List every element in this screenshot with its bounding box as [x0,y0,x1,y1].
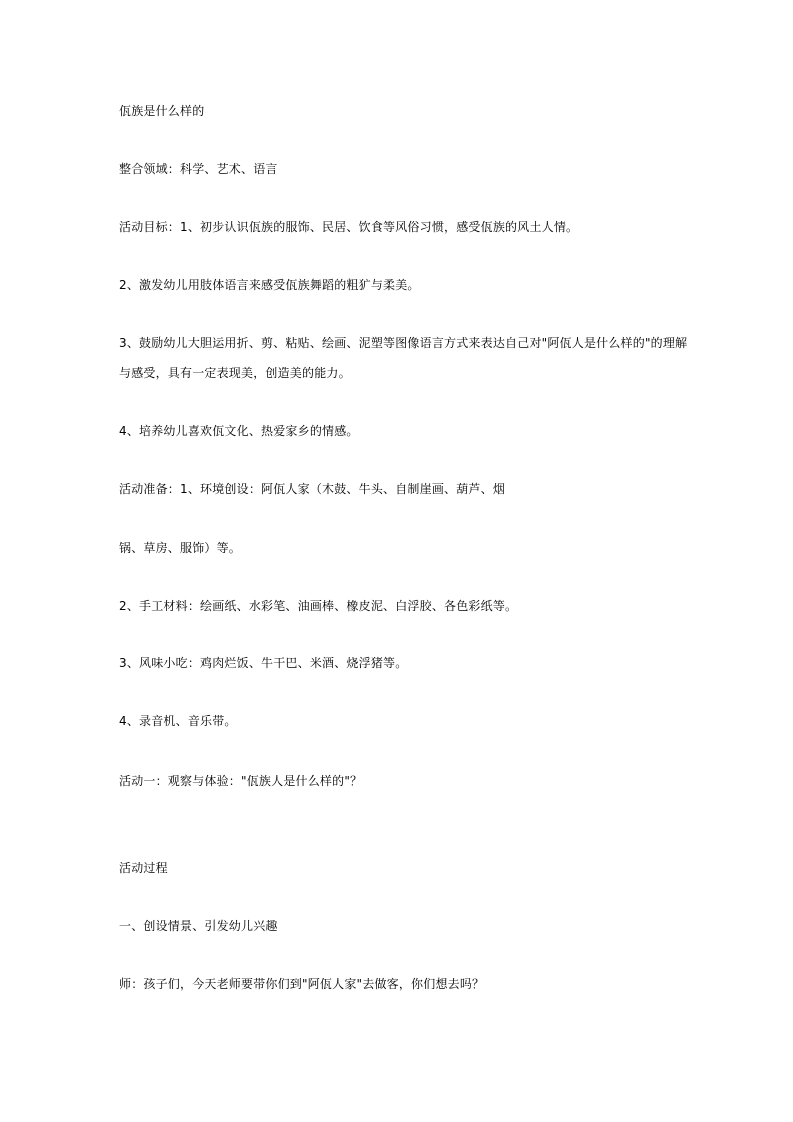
paragraph-prep-1: 活动准备：1、环境创设：阿佤人家（木鼓、牛头、自制崖画、葫芦、烟 [119,482,506,496]
paragraph-goal-4: 4、培养幼儿喜欢佤文化、热爱家乡的情感。 [119,424,359,438]
paragraph-goal-1: 活动目标：1、初步认识佤族的服饰、民居、饮食等风俗习惯，感受佤族的风土人情。 [119,220,579,234]
paragraph-step-1: 一、创设情景、引发幼儿兴趣 [119,919,278,933]
paragraph-goal-3: 3、鼓励幼儿大胆运用折、剪、粘贴、绘画、泥塑等图像语言方式来表达自己对"阿佤人是什么样的"的理解 [119,336,688,350]
paragraph-prep-2: 2、手工材料：绘画纸、水彩笔、油画棒、橡皮泥、白浮胶、各色彩纸等。 [119,599,518,613]
section-heading-process: 活动过程 [119,861,168,875]
paragraph-teacher-line: 师：孩子们，今天老师要带你们到"阿佤人家"去做客，你们想去吗？ [119,977,485,991]
paragraph-prep-1-continued: 锅、草房、服饰）等。 [119,541,242,555]
paragraph-goal-3-continued: 与感受，具有一定表现美，创造美的能力。 [119,366,351,380]
paragraph-domains: 整合领域：科学、艺术、语言 [119,162,278,176]
paragraph-prep-4: 4、录音机、音乐带。 [119,714,237,728]
paragraph-activity-1: 活动一：观察与体验："佤族人是什么样的"？ [119,774,363,788]
paragraph-prep-3: 3、风味小吃：鸡肉烂饭、牛干巴、米酒、烧浮猪等。 [119,656,408,670]
document-title: 佤族是什么样的 [119,104,205,118]
paragraph-goal-2: 2、激发幼儿用肢体语言来感受佤族舞蹈的粗犷与柔美。 [119,278,420,292]
